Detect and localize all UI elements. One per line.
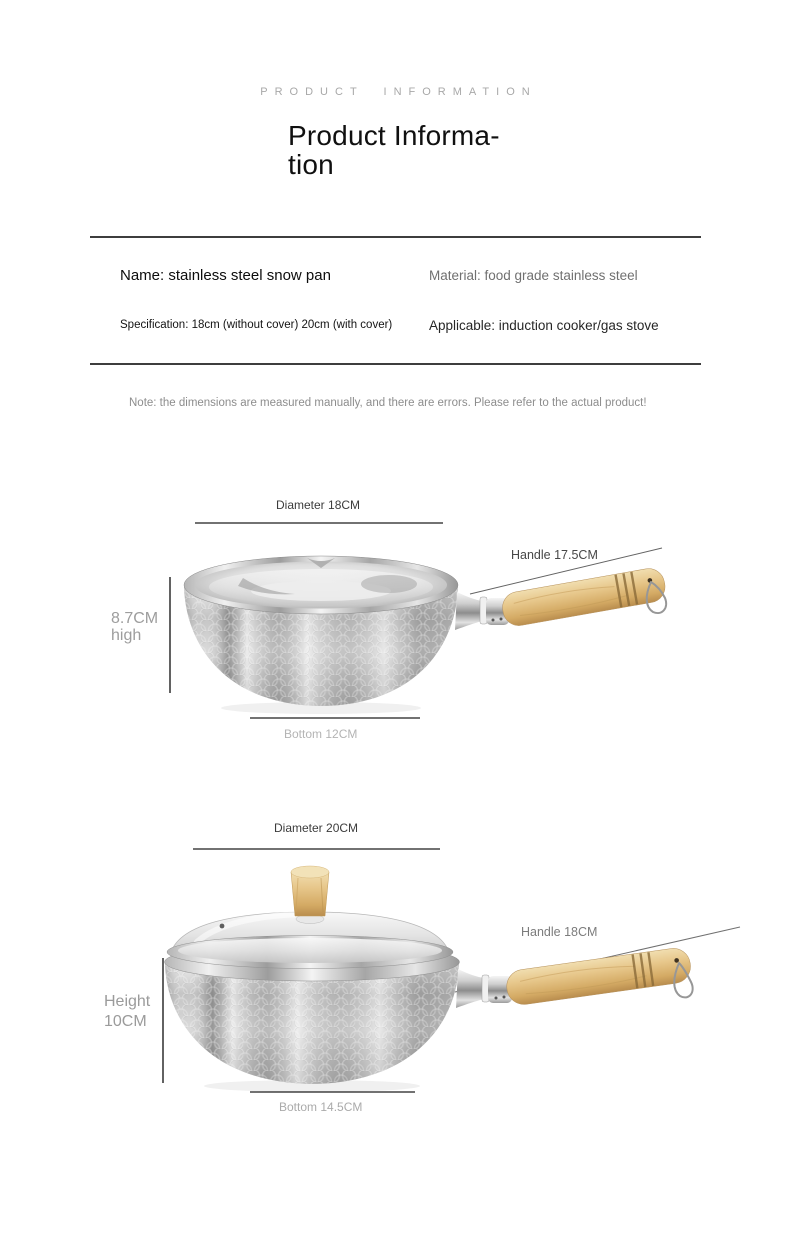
pan-bowl bbox=[165, 964, 459, 1084]
wooden-handle bbox=[500, 566, 667, 628]
fig1-height-label: 8.7CM high bbox=[111, 610, 159, 644]
spec-applicable: Applicable: induction cooker/gas stove bbox=[429, 318, 659, 333]
spec-product-name: Name: stainless steel snow pan bbox=[120, 267, 331, 284]
fig2-height-label: Height 10CM bbox=[104, 993, 151, 1030]
handle-collar bbox=[455, 592, 509, 630]
spec-specification: Specification: 18cm (without cover) 20cm (with cover) bbox=[120, 319, 393, 331]
snow-pan-with-lid-illustration bbox=[165, 866, 693, 1092]
measurement-note: Note: the dimensions are measured manually, and there are errors. Please refer to the actual product! bbox=[129, 397, 647, 409]
pan-rim bbox=[184, 556, 458, 614]
spec-material: Material: food grade stainless steel bbox=[429, 268, 638, 283]
fig1-bottom-label: Bottom 12CM bbox=[284, 727, 358, 741]
fig1-handle-label: Handle 17.5CM bbox=[511, 548, 598, 562]
steam-vent-hole bbox=[220, 924, 225, 929]
page-title: Product Informa-tion bbox=[288, 120, 500, 180]
lid-knob bbox=[291, 866, 329, 924]
fig2-handle-label: Handle 18CM bbox=[521, 925, 598, 939]
eyebrow-heading: PRODUCT INFORMATION bbox=[260, 86, 537, 98]
divider-top bbox=[90, 236, 701, 238]
handle-collar bbox=[456, 969, 512, 1008]
pan-figure-20cm-with-lid bbox=[90, 800, 762, 1120]
snow-pan-illustration bbox=[184, 556, 667, 714]
fig1-diameter-label: Diameter 18CM bbox=[276, 498, 361, 512]
pan-figure-18cm bbox=[90, 480, 702, 760]
fig2-diameter-label: Diameter 20CM bbox=[274, 821, 359, 835]
fig2-bottom-label: Bottom 14.5CM bbox=[279, 1100, 363, 1114]
divider-bottom bbox=[90, 363, 701, 365]
wooden-handle bbox=[505, 946, 693, 1006]
